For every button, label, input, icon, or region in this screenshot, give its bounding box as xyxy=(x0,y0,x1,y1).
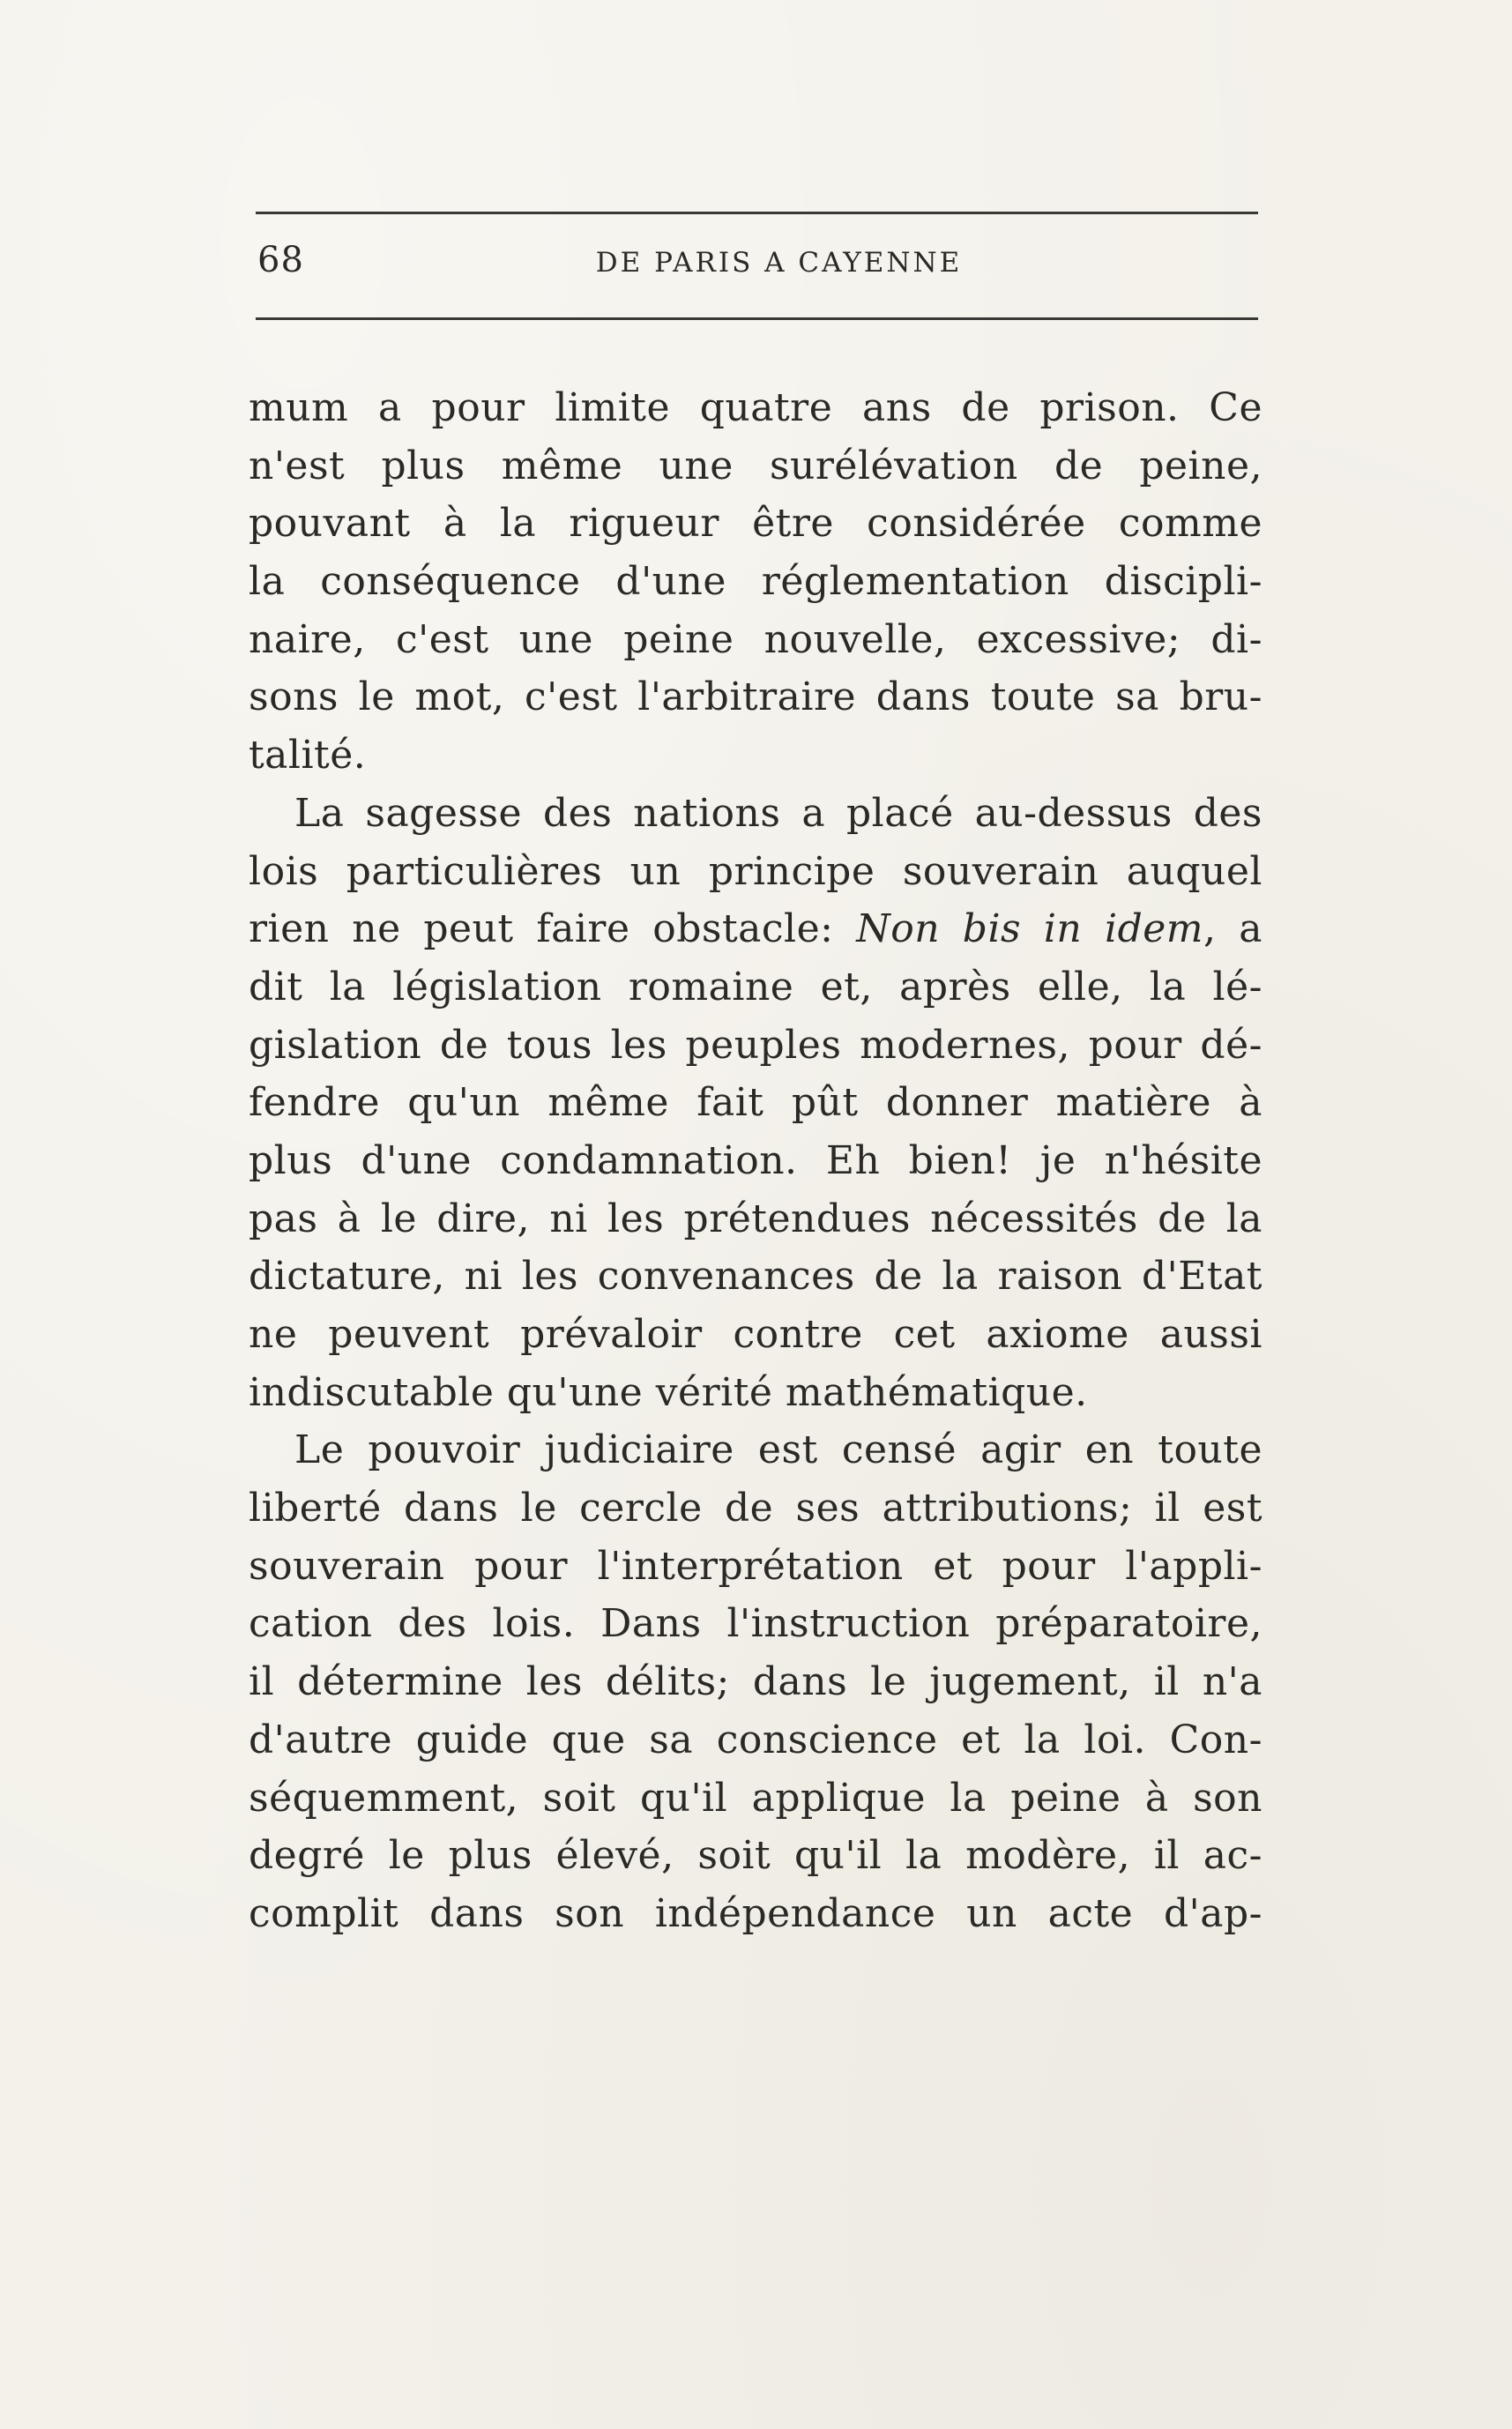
text-line: souverain pour l'interprétation et pour l'appli- xyxy=(249,1543,1262,1589)
paragraph-3 xyxy=(249,1421,1262,1942)
text-line: mum a pour limite quatre ans de prison. Ce xyxy=(249,385,1262,430)
text-line: la conséquence d'une réglementation discipli- xyxy=(249,559,1262,605)
text-line: séquemment, soit qu'il applique la peine à son xyxy=(249,1775,1262,1821)
text-line: Le pouvoir judiciaire est censé agir en toute xyxy=(294,1427,1262,1473)
body-text xyxy=(249,379,1262,1943)
text-line: n'est plus même une surélévation de peine, xyxy=(249,443,1262,488)
text-line: ne peuvent prévaloir contre cet axiome aussi xyxy=(249,1312,1262,1357)
text-line-with-italic xyxy=(249,900,1262,958)
text-line: sons le mot, c'est l'arbitraire dans toute sa bru- xyxy=(249,674,1262,720)
text-line: naire, c'est une peine nouvelle, excessive; di- xyxy=(249,616,1262,662)
running-title: DE PARIS A CAYENNE xyxy=(595,247,963,279)
text-line: pouvant à la rigueur être considérée comme xyxy=(249,501,1262,547)
header-top-rule xyxy=(256,212,1258,214)
text-line: gislation de tous les peuples modernes, pour dé- xyxy=(249,1022,1262,1068)
text-line: liberté dans le cercle de ses attributions; il est xyxy=(249,1486,1262,1531)
text-line: indiscutable qu'une vérité mathématique. xyxy=(249,1369,1088,1415)
text-line: La sagesse des nations a placé au-dessus des xyxy=(294,790,1262,836)
text-line: lois particulières un principe souverain auquel xyxy=(249,848,1262,894)
text-line: complit dans son indépendance un acte d'ap- xyxy=(249,1890,1262,1936)
text-line: il détermine les délits; dans le jugement, il n'a xyxy=(249,1659,1262,1705)
page-number: 68 xyxy=(257,240,304,280)
header-bottom-rule xyxy=(256,317,1258,320)
text-line: talité. xyxy=(249,733,367,779)
text-line: plus d'une condamnation. Eh bien! je n'hésite xyxy=(249,1137,1262,1183)
text-line: dit la législation romaine et, après elle, la lé- xyxy=(249,964,1262,1010)
text-line: cation des lois. Dans l'instruction préparatoire, xyxy=(249,1601,1262,1647)
text-line: d'autre guide que sa conscience et la loi. Con- xyxy=(249,1717,1262,1762)
latin-maxim: Non bis in idem xyxy=(856,906,1204,952)
text-line: pas à le dire, ni les prétendues nécessités de la xyxy=(249,1196,1262,1241)
text-line: degré le plus élevé, soit qu'il la modère, il ac- xyxy=(249,1833,1262,1879)
paragraph-1 xyxy=(249,379,1262,785)
text-segment: , a xyxy=(1203,906,1262,952)
running-header xyxy=(256,238,1258,291)
text-segment: rien ne peut faire obstacle: xyxy=(249,906,857,952)
text-line: dictature, ni les convenances de la raison d'Etat xyxy=(249,1254,1262,1300)
text-line: fendre qu'un même fait pût donner matière à xyxy=(249,1080,1262,1126)
paragraph-2 xyxy=(249,785,1262,1422)
